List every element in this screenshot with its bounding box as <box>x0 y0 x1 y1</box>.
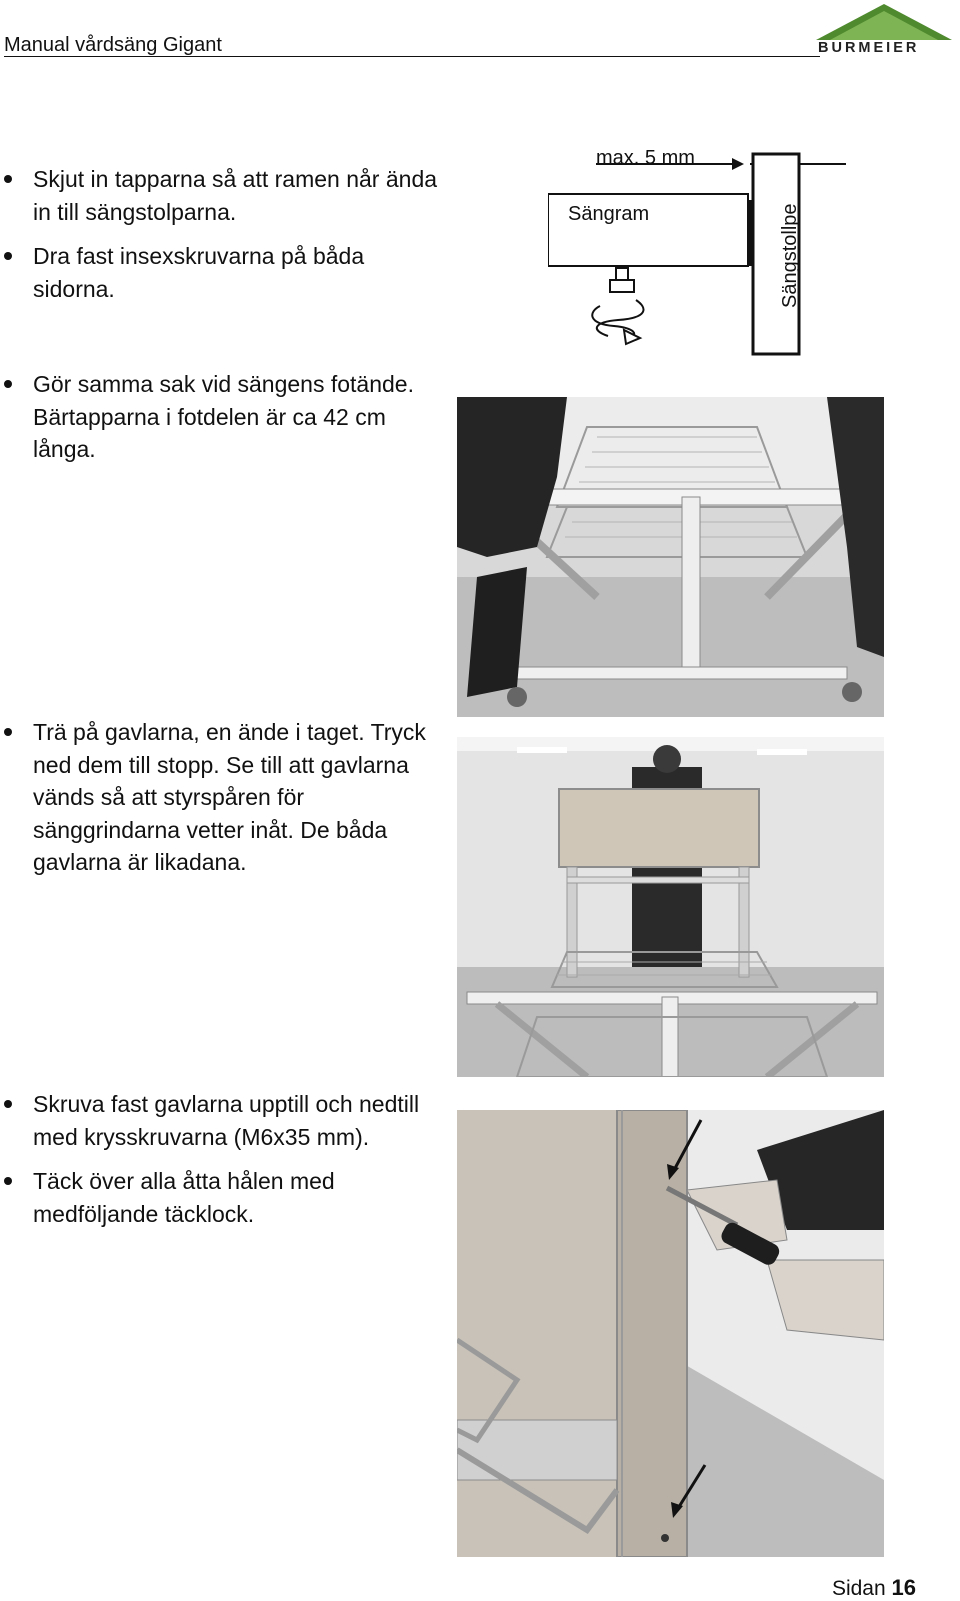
list-item: Gör samma sak vid sängens fotände. Bärtapparna i fotdelen är ca 42 cm långa. <box>0 368 450 466</box>
bullet-icon <box>4 175 12 183</box>
header-rule <box>4 56 820 57</box>
page-word: Sidan <box>831 1577 886 1600</box>
list-item: Dra fast insexskruvarna på båda sidorna. <box>0 240 450 305</box>
list-item: Skjut in tapparna så att ramen når ända in till sängstolparna. <box>0 163 450 228</box>
section-3-text <box>0 716 450 879</box>
section-1-text <box>0 163 450 305</box>
section-2-text <box>0 368 450 466</box>
frame-label: Sängram <box>568 203 650 225</box>
rotate-arrow-icon <box>597 300 644 336</box>
list-item: Täck över alla åtta hålen med medföljande täcklock. <box>0 1165 450 1230</box>
mounting-diagram <box>548 140 858 362</box>
max-gap-label: max. 5 mm <box>596 147 695 169</box>
burmeier-logo <box>812 2 957 60</box>
bullet-icon <box>4 728 12 736</box>
document-title: Manual vårdsäng Gigant <box>4 34 222 56</box>
page-number: 16 <box>891 1575 916 1600</box>
bullet-icon <box>4 1100 12 1108</box>
list-item: Skruva fast gavlarna upptill och nedtill med krysskruvarna (M6x35 mm). <box>0 1088 450 1153</box>
post-label: Sängstollpe <box>779 203 801 308</box>
bullet-icon <box>4 1177 12 1185</box>
section-4-text <box>0 1088 450 1230</box>
page-footer <box>832 1575 916 1601</box>
logo-text: BURMEIER <box>818 40 920 56</box>
list-item: Trä på gavlarna, en ände i taget. Tryck ned dem till stopp. Se till att gavlarna vänds så att styrspåren för sänggrindarna vetter inåt. De båda gavlarna är likadana. <box>0 716 450 879</box>
photo-headboard-install <box>457 737 884 1077</box>
logo-roof-icon <box>812 2 957 42</box>
photo-screw-headboard <box>457 1110 884 1557</box>
photo-bed-frame-assembly <box>457 397 884 717</box>
bullet-icon <box>4 380 12 388</box>
bullet-icon <box>4 252 12 260</box>
screw-icon <box>616 268 628 280</box>
